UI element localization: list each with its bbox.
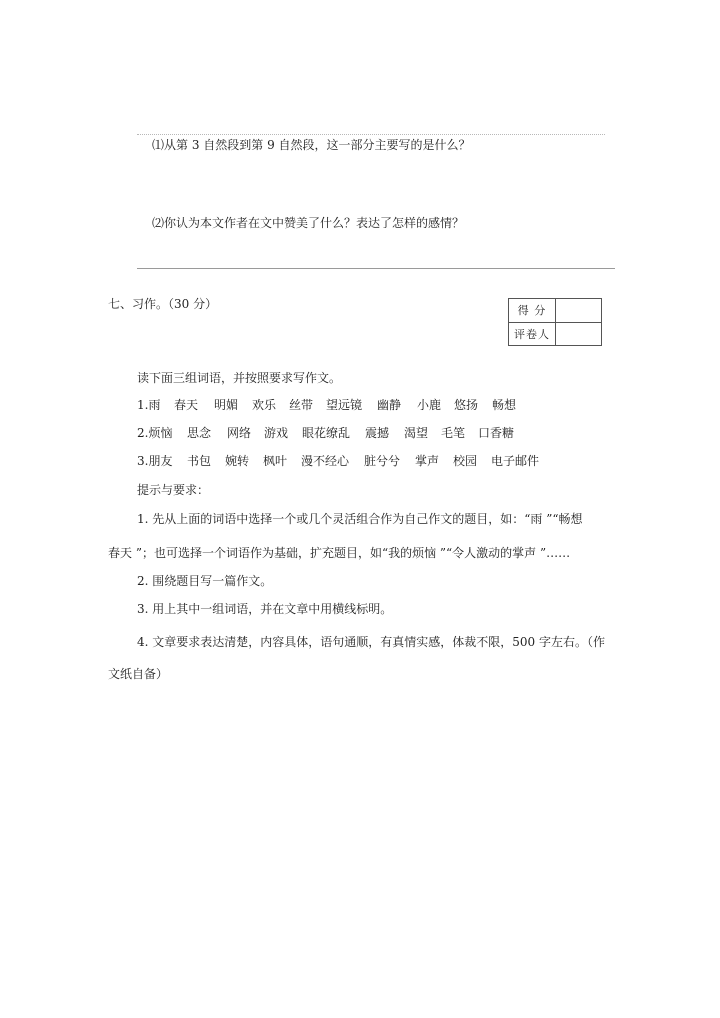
- question-2: ⑵你认为本文作者在文中赞美了什么？表达了怎样的感情？: [152, 216, 465, 230]
- word: 欢乐: [252, 398, 277, 412]
- word: 3.朋友: [137, 454, 173, 468]
- word: 漫不经心: [301, 454, 350, 468]
- word: 畅想: [492, 398, 517, 412]
- word: 明媚: [214, 398, 239, 412]
- word: 网络: [227, 426, 252, 440]
- word: 脏兮兮: [364, 454, 401, 468]
- score-box: [508, 298, 602, 346]
- word: 小鹿: [417, 398, 442, 412]
- word: 丝带: [289, 398, 314, 412]
- word: 悠扬: [454, 398, 479, 412]
- tip-2: 2. 围绕题目写一篇作文。: [137, 574, 273, 588]
- word: 掌声: [415, 454, 440, 468]
- word: 眼花缭乱: [302, 426, 351, 440]
- word: 枫叶: [263, 454, 288, 468]
- score-cell: [556, 299, 602, 323]
- grader-label: 评卷人: [509, 322, 556, 346]
- word: 渴望: [404, 426, 429, 440]
- word: 婉转: [225, 454, 250, 468]
- tip-4-line-1: 4. 文章要求表达清楚，内容具体，语句通顺，有真情实感，体裁不限，500 字左右。（作: [137, 635, 605, 649]
- tip-4-line-2: 文纸自备）: [108, 667, 169, 681]
- score-label: 得 分: [509, 299, 556, 323]
- word: 书包: [187, 454, 212, 468]
- question-1: ⑴从第 3 自然段到第 9 自然段，这一部分主要写的是什么？: [152, 138, 471, 152]
- word: 毛笔: [441, 426, 466, 440]
- word: 2.烦恼: [137, 426, 173, 440]
- word: 校园: [453, 454, 478, 468]
- word: 1.雨: [137, 398, 161, 412]
- word: 电子邮件: [491, 454, 540, 468]
- tip-1-line-2: 春天 ”；也可选择一个词语作为基础，扩充题目，如“我的烦恼 ”“令人激动的掌声 ”……: [108, 546, 571, 560]
- word: 春天: [174, 398, 199, 412]
- word: 幽静: [377, 398, 402, 412]
- answer-line: [137, 268, 615, 269]
- word: 口香糖: [478, 426, 515, 440]
- tip-1-line-1: 1. 先从上面的词语中选择一个或几个灵活组合作为自己作文的题目，如：“雨 ”“畅想: [137, 512, 583, 526]
- word: 震撼: [365, 426, 390, 440]
- tip-3: 3. 用上其中一组词语，并在文章中用横线标明。: [137, 602, 393, 616]
- word: 思念: [187, 426, 212, 440]
- word: 望远镜: [326, 398, 363, 412]
- instruction: 读下面三组词语，并按照要求写作文。: [137, 371, 342, 385]
- word: 游戏: [264, 426, 289, 440]
- section-heading: 七、习作。（30 分）: [108, 297, 218, 311]
- tips-heading: 提示与要求：: [137, 483, 210, 497]
- grader-cell: [556, 322, 602, 346]
- answer-line-top: [137, 134, 605, 135]
